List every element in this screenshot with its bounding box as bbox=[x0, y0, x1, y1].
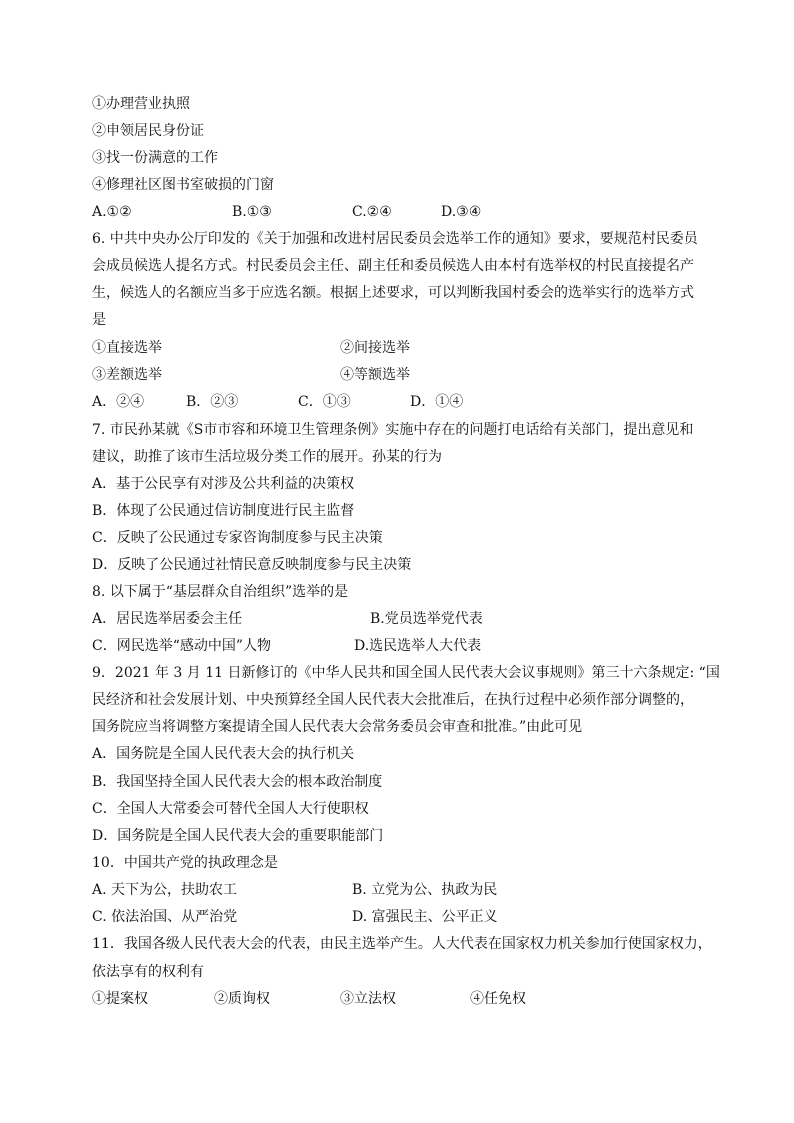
choice-c: C．反映了公民通过专家咨询制度参与民主决策 bbox=[92, 530, 383, 546]
question-text: 11．我国各级人民代表大会的代表，由民主选举产生。人大代表在国家权力机关参加行使国家权力， bbox=[92, 936, 712, 952]
question-text: 是 bbox=[92, 312, 106, 328]
question-text: 8. 以下属于“基层群众自治组织”选举的是 bbox=[92, 584, 349, 600]
choice-b: B.①③ bbox=[232, 204, 272, 220]
question-text: 会成员候选人提名方式。村民委员会主任、副主任和委员候选人由本村有选举权的村民直接提名产 bbox=[92, 258, 694, 274]
choice-a: A．基于公民享有对涉及公共利益的决策权 bbox=[92, 476, 355, 492]
question-text: 生，候选人的名额应当多于应选名额。根据上述要求，可以判断我国村委会的选举实行的选举方式 bbox=[92, 285, 694, 301]
choice-a: A. 天下为公，扶助农工 bbox=[92, 882, 238, 898]
option-line: ②申领居民身份证 bbox=[92, 123, 204, 139]
option-item: ④任免权 bbox=[470, 991, 526, 1007]
option-item: ①直接选举 bbox=[92, 340, 162, 356]
question-text: 7. 市民孙某就《S市市容和环境卫生管理条例》实施中存在的问题打电话给有关部门，提出意见和 bbox=[92, 422, 694, 438]
option-item: ②质询权 bbox=[214, 991, 270, 1007]
option-line: ③找一份满意的工作 bbox=[92, 150, 218, 166]
option-line: ①办理营业执照 bbox=[92, 96, 190, 112]
choice-a: A.①② bbox=[92, 204, 132, 220]
choice-b: B．我国坚持全国人民代表大会的根本政治制度 bbox=[92, 774, 383, 790]
choice-a: A．居民选举居委会主任 bbox=[92, 611, 243, 627]
choice-c: C．网民选举“感动中国”人物 bbox=[92, 638, 272, 654]
choice-a: A．②④ bbox=[92, 394, 145, 410]
choice-b: B. 立党为公、执政为民 bbox=[352, 882, 498, 898]
question-text: 民经济和社会发展计划、中央预算经全国人民代表大会批准后，在执行过程中必须作部分调整的， bbox=[92, 692, 694, 708]
choice-c: C．①③ bbox=[298, 394, 351, 410]
choice-c: C. 依法治国、从严治党 bbox=[92, 909, 238, 925]
choice-d: D.③④ bbox=[441, 204, 482, 220]
option-item: ④等额选举 bbox=[340, 367, 410, 383]
question-text: 10．中国共产党的执政理念是 bbox=[92, 855, 278, 871]
question-text: 国务院应当将调整方案提请全国人民代表大会常务委员会审查和批准。”由此可见 bbox=[92, 719, 583, 735]
choice-d: D.选民选举人大代表 bbox=[354, 638, 482, 654]
choice-d: D．反映了公民通过社情民意反映制度参与民主决策 bbox=[92, 557, 412, 573]
question-text: 6. 中共中央办公厅印发的《关于加强和改进村居民委员会选举工作的通知》要求，要规范村民委员 bbox=[92, 231, 698, 247]
question-text: 建议，助推了该市生活垃圾分类工作的展开。孙某的行为 bbox=[92, 449, 442, 465]
choice-c: C.②④ bbox=[352, 204, 392, 220]
option-item: ③差额选举 bbox=[92, 367, 162, 383]
option-item: ③立法权 bbox=[340, 991, 396, 1007]
choice-a: A．国务院是全国人民代表大会的执行机关 bbox=[92, 746, 355, 762]
choice-b: B.党员选举党代表 bbox=[370, 611, 483, 627]
choice-b: B．体现了公民通过信访制度进行民主监督 bbox=[92, 503, 355, 519]
choice-d: D．①④ bbox=[410, 394, 464, 410]
question-text: 9．2021 年 3 月 11 日新修订的《中华人民共和国全国人民代表大会议事规则》第三十六条规定: “国 bbox=[92, 665, 720, 681]
choice-b: B．②③ bbox=[186, 394, 239, 410]
choice-d: D. 富强民主、公平正义 bbox=[352, 909, 498, 925]
option-line: ④修理社区图书室破损的门窗 bbox=[92, 177, 274, 193]
option-item: ②间接选举 bbox=[340, 340, 410, 356]
choice-c: C．全国人大常委会可替代全国人大行使职权 bbox=[92, 801, 369, 817]
choice-d: D．国务院是全国人民代表大会的重要职能部门 bbox=[92, 828, 384, 844]
option-item: ①提案权 bbox=[92, 991, 148, 1007]
question-text: 依法享有的权利有 bbox=[92, 964, 204, 980]
